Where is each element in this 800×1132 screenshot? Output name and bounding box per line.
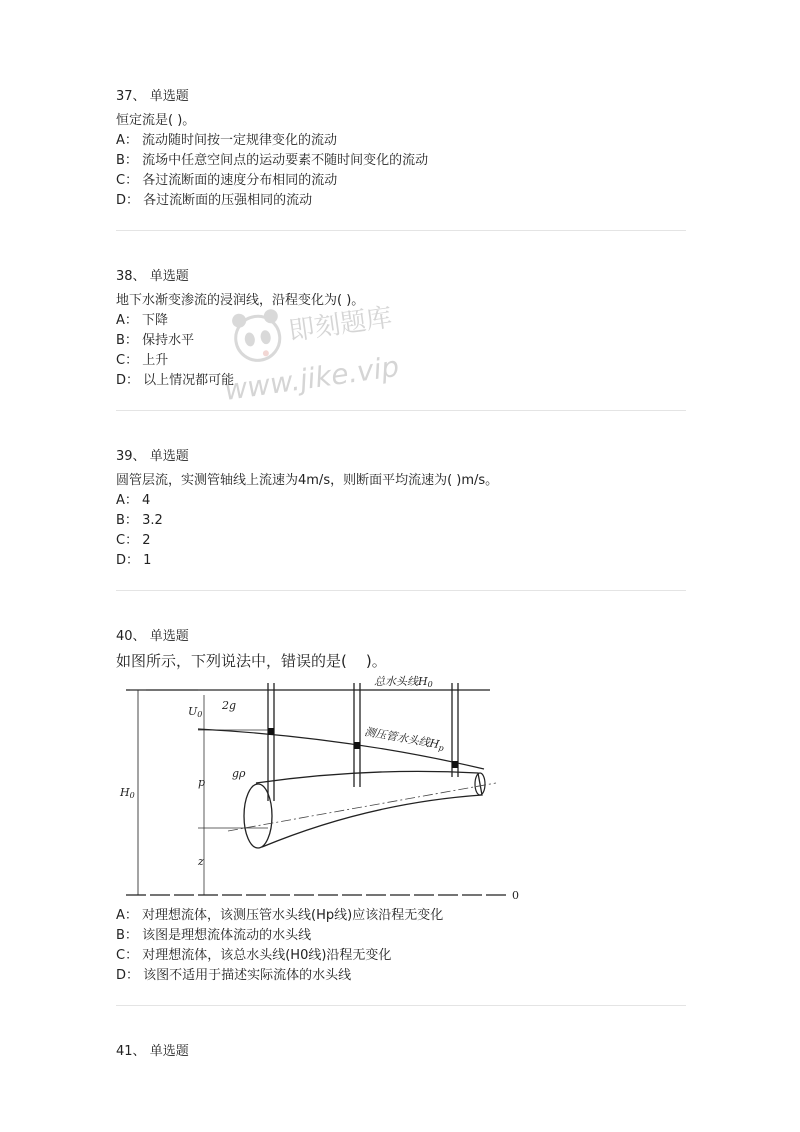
question-header: [116, 1042, 686, 1062]
question-number: 41、: [116, 1044, 146, 1059]
divider: [116, 590, 686, 591]
question-header: [116, 267, 686, 287]
question-number: 40、: [116, 629, 146, 644]
option-d[interactable]: D： 该图不适用于描述实际流体的水头线: [116, 968, 352, 983]
option-d[interactable]: D： 各过流断面的压强相同的流动: [116, 193, 313, 208]
question-40: [116, 627, 686, 671]
question-type: 单选题: [149, 449, 189, 464]
question-39: [116, 447, 686, 571]
g2-label: 2g: [222, 699, 237, 712]
question-38: [116, 267, 686, 391]
question-stem: 圆管层流，实测管轴线上流速为4m/s，则断面平均流速为( )m/s。: [116, 473, 499, 488]
option-c[interactable]: C： 上升: [116, 353, 169, 368]
question-header: [116, 447, 686, 467]
question-type: 单选题: [149, 1044, 189, 1059]
u0-label: U0: [188, 705, 203, 719]
piezo-label: 测压管水头线Hp: [363, 725, 445, 753]
option-b[interactable]: B： 保持水平: [116, 333, 195, 348]
z-label: z: [198, 855, 204, 868]
question-header: [116, 627, 686, 647]
option-c[interactable]: C： 2: [116, 533, 151, 548]
option-b[interactable]: B： 3.2: [116, 513, 163, 528]
question-number: 38、: [116, 269, 146, 284]
p-label: p: [198, 776, 206, 789]
question-type: 单选题: [149, 629, 189, 644]
watermark-title: 即刻题库: [286, 302, 394, 347]
option-b[interactable]: B： 流场中任意空间点的运动要素不随时间变化的流动: [116, 153, 429, 168]
question-type: 单选题: [149, 269, 189, 284]
total-head-label: 总水头线H0: [374, 675, 433, 689]
question-number: 37、: [116, 89, 146, 104]
question-41: [116, 1042, 686, 1062]
datum-label: 0: [512, 889, 519, 902]
option-d[interactable]: D： 1: [116, 553, 152, 568]
question-40-options: [116, 906, 686, 986]
h0-label: H0: [120, 786, 135, 800]
question-stem: 地下水渐变渗流的浸润线，沿程变化为( )。: [116, 293, 365, 308]
option-a[interactable]: A： 流动随时间按一定规律变化的流动: [116, 133, 338, 148]
question-37: [116, 87, 686, 211]
option-c[interactable]: C： 各过流断面的速度分布相同的流动: [116, 173, 338, 188]
question-stem: 如图所示，下列说法中，错误的是( )。: [116, 652, 387, 670]
pipe: [256, 771, 482, 847]
question-stem: 恒定流是( )。: [116, 113, 196, 128]
question-header: [116, 87, 686, 107]
grho-label: gρ: [232, 767, 246, 780]
option-c[interactable]: C： 对理想流体，该总水头线(H0线)沿程无变化: [116, 948, 392, 963]
divider: [116, 230, 686, 231]
pipe-inlet: [244, 784, 272, 848]
divider: [116, 410, 686, 411]
option-a[interactable]: A： 4: [116, 493, 151, 508]
divider: [116, 1005, 686, 1006]
option-b[interactable]: B： 该图是理想流体流动的水头线: [116, 928, 312, 943]
option-a[interactable]: A： 下降: [116, 313, 169, 328]
option-a[interactable]: A： 对理想流体，该测压管水头线(Hp线)应该沿程无变化: [116, 908, 444, 923]
question-number: 39、: [116, 449, 146, 464]
option-d[interactable]: D： 以上情况都可能: [116, 373, 235, 388]
question-type: 单选题: [149, 89, 189, 104]
watermark-url: www.jike.vip: [222, 349, 402, 407]
head-line-diagram: [118, 671, 538, 907]
